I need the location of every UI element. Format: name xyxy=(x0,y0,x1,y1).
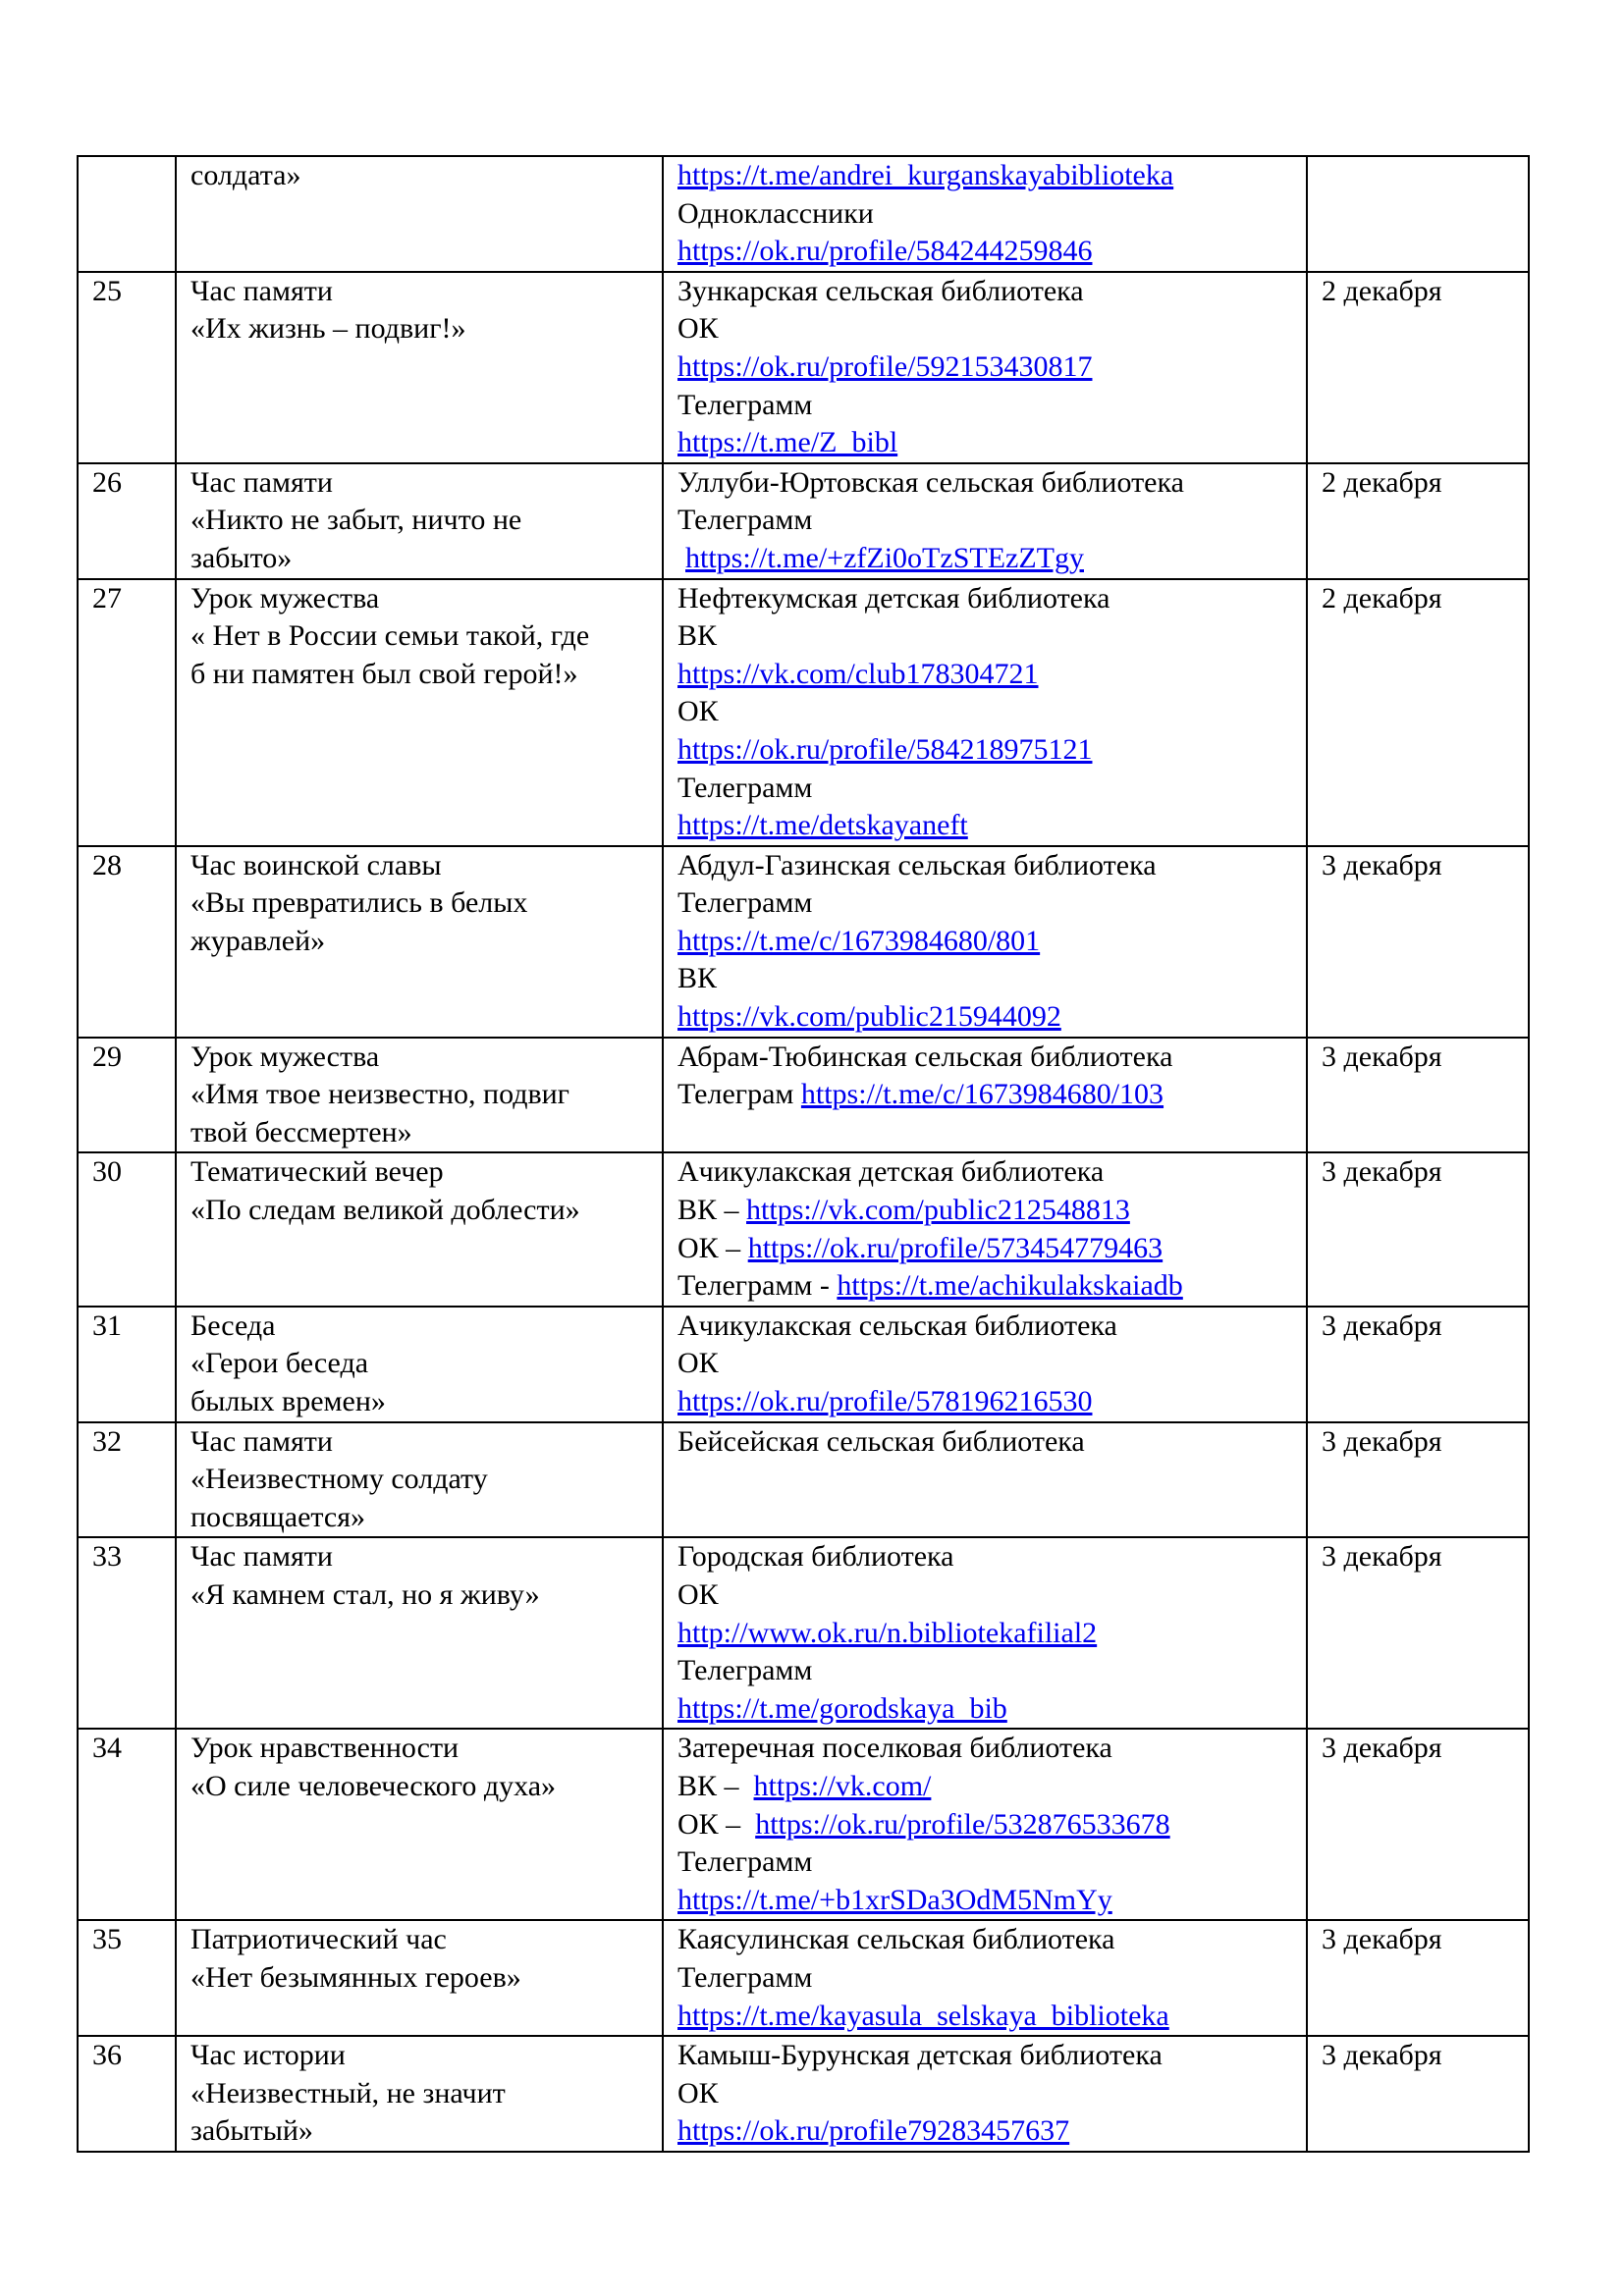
venue-text: Каясулинская сельская библиотека xyxy=(677,1923,1115,1956)
venue-cell xyxy=(663,1422,1307,1538)
table-row xyxy=(78,1422,1529,1538)
event-name-line: «Я камнем стал, но я живу» xyxy=(190,1577,540,1611)
row-number-cell: 27 xyxy=(78,579,176,846)
venue-link-line xyxy=(677,1690,1306,1729)
table-row xyxy=(78,272,1529,463)
table-row xyxy=(78,1920,1529,2036)
event-name-cell xyxy=(176,1422,663,1538)
event-date-cell: 3 декабря xyxy=(1307,1729,1529,1920)
row-number-cell: 34 xyxy=(78,1729,176,1920)
venue-link-prefix: ОК – xyxy=(677,1807,756,1841)
venue-text: Телеграмм xyxy=(677,886,813,920)
venue-link[interactable]: https://ok.ru/profile/532876533678 xyxy=(755,1807,1170,1841)
venue-link-prefix: ВК – xyxy=(677,1194,747,1227)
venue-link-line xyxy=(677,1383,1306,1421)
venue-cell xyxy=(663,1537,1307,1729)
venue-text: Ачикулакская сельская библиотека xyxy=(677,1308,1117,1342)
events-table-body xyxy=(78,156,1529,2152)
venue-link-line xyxy=(677,998,1306,1037)
event-name-cell xyxy=(176,463,663,579)
venue-link-line xyxy=(677,157,1306,195)
table-row xyxy=(78,463,1529,579)
event-date-cell: 3 декабря xyxy=(1307,2036,1529,2152)
event-date-cell: 2 декабря xyxy=(1307,463,1529,579)
venue-link-line xyxy=(677,1882,1306,1920)
row-number-cell: 25 xyxy=(78,272,176,463)
event-date-cell: 2 декабря xyxy=(1307,579,1529,846)
event-name-line: «Неизвестному солдату xyxy=(190,1463,488,1496)
event-name-cell xyxy=(176,1729,663,1920)
venue-text: ОК xyxy=(677,2076,719,2109)
venue-link-prefix: ВК – xyxy=(677,1769,754,1802)
table-row xyxy=(78,579,1529,846)
venue-text: Телеграмм xyxy=(677,1960,813,1994)
venue-text: ВК xyxy=(677,619,718,653)
venue-text: Городская библиотека xyxy=(677,1540,954,1574)
venue-link[interactable]: https://t.me/andrei_kurganskayabiblioteka xyxy=(677,159,1174,191)
venue-text: Зункарская сельская библиотека xyxy=(677,274,1084,307)
venue-link[interactable]: https://vk.com/public215944092 xyxy=(677,1000,1061,1034)
row-number-cell: 28 xyxy=(78,846,176,1038)
table-row xyxy=(78,156,1529,272)
event-name-cell xyxy=(176,1920,663,2036)
event-name-line: былых времен» xyxy=(190,1385,386,1417)
venue-link-line xyxy=(677,1806,1306,1844)
venue-link[interactable]: https://ok.ru/profile/578196216530 xyxy=(677,1385,1093,1417)
venue-cell xyxy=(663,846,1307,1038)
row-number-cell: 31 xyxy=(78,1307,176,1422)
venue-link[interactable]: https://vk.com/ xyxy=(753,1769,932,1802)
event-name-line: Час памяти xyxy=(190,1540,333,1574)
event-date-cell: 2 декабря xyxy=(1307,272,1529,463)
event-name-line: Урок нравственности xyxy=(190,1732,460,1765)
venue-text: Нефтекумская детская библиотека xyxy=(677,581,1110,614)
venue-link-line xyxy=(677,1615,1306,1653)
venue-text: ОК xyxy=(677,312,719,346)
venue-cell xyxy=(663,1038,1307,1153)
table-row xyxy=(78,1038,1529,1153)
venue-link[interactable]: https://t.me/c/1673984680/103 xyxy=(800,1078,1164,1111)
event-name-line: твой бессмертен» xyxy=(190,1115,412,1148)
venue-link[interactable]: https://vk.com/public212548813 xyxy=(746,1194,1130,1227)
venue-cell xyxy=(663,2036,1307,2152)
venue-cell xyxy=(663,272,1307,463)
venue-link-line xyxy=(677,540,1306,578)
event-name-cell xyxy=(176,272,663,463)
event-name-line: «Имя твое неизвестно, подвиг xyxy=(190,1078,569,1111)
event-name-line: б ни памятен был свой герой!» xyxy=(190,657,578,690)
venue-text: Телеграмм xyxy=(677,504,813,537)
table-row xyxy=(78,1537,1529,1729)
table-row xyxy=(78,1729,1529,1920)
row-number-cell: 32 xyxy=(78,1422,176,1538)
event-name-line: «По следам великой доблести» xyxy=(190,1194,580,1227)
venue-link-line xyxy=(677,424,1306,462)
event-date-cell: 3 декабря xyxy=(1307,1152,1529,1306)
event-name-cell xyxy=(176,846,663,1038)
event-name-cell xyxy=(176,156,663,272)
venue-link-prefix: Телеграмм - xyxy=(677,1269,838,1303)
row-number-cell: 35 xyxy=(78,1920,176,2036)
table-row xyxy=(78,1307,1529,1422)
event-name-cell xyxy=(176,1307,663,1422)
event-name-line: «О силе человеческого духа» xyxy=(190,1769,557,1802)
event-name-line: «Неизвестный, не значит xyxy=(190,2076,506,2109)
venue-link-line xyxy=(677,348,1306,387)
event-name-line: забыто» xyxy=(190,541,293,574)
venue-text: Ачикулакская детская библиотека xyxy=(677,1155,1105,1189)
event-name-line: «Герои беседа xyxy=(190,1347,369,1380)
event-name-cell xyxy=(176,1537,663,1729)
venue-link[interactable]: https://t.me/achikulakskaiadb xyxy=(837,1269,1183,1303)
venue-link[interactable]: https://ok.ru/profile/584218975121 xyxy=(677,732,1093,766)
venue-link[interactable]: https://t.me/detskayaneft xyxy=(677,809,968,842)
event-name-line: Час истории xyxy=(190,2039,346,2072)
event-date-cell: 3 декабря xyxy=(1307,1422,1529,1538)
event-name-line: забытый» xyxy=(190,2114,313,2148)
venue-link-line xyxy=(677,1768,1306,1806)
venue-text: ОК xyxy=(677,1347,719,1380)
row-number-cell: 30 xyxy=(78,1152,176,1306)
event-date-cell: 3 декабря xyxy=(1307,1920,1529,2036)
venue-cell xyxy=(663,1307,1307,1422)
venue-link-line xyxy=(677,731,1306,770)
venue-link-line xyxy=(677,1076,1306,1114)
event-name-cell xyxy=(176,1152,663,1306)
event-name-line: Час памяти xyxy=(190,274,333,307)
venue-cell xyxy=(663,579,1307,846)
event-name-line: посвящается» xyxy=(190,1500,366,1533)
venue-link[interactable]: https://vk.com/club178304721 xyxy=(677,657,1039,690)
venue-link-prefix: ОК – xyxy=(677,1231,748,1264)
venue-link-line xyxy=(677,807,1306,845)
event-name-cell xyxy=(176,579,663,846)
venue-link-line xyxy=(677,1230,1306,1268)
venue-text: ОК xyxy=(677,695,719,728)
venue-link-line xyxy=(677,1267,1306,1306)
venue-cell xyxy=(663,463,1307,579)
event-name-line: «Нет безымянных героев» xyxy=(190,1960,521,1994)
event-name-line: « Нет в России семьи такой, где xyxy=(190,619,590,653)
event-date-cell: 3 декабря xyxy=(1307,1038,1529,1153)
venue-link-line xyxy=(677,1192,1306,1230)
venue-link-line xyxy=(677,1998,1306,2036)
event-name-cell xyxy=(176,1038,663,1153)
venue-text: Абдул-Газинская сельская библиотека xyxy=(677,848,1157,881)
event-name-line: Беседа xyxy=(190,1308,276,1342)
venue-cell xyxy=(663,1729,1307,1920)
event-date-cell xyxy=(1307,156,1529,272)
event-name-line: Час памяти xyxy=(190,465,333,499)
row-number-cell: 29 xyxy=(78,1038,176,1153)
venue-cell xyxy=(663,1920,1307,2036)
venue-text: Телеграмм xyxy=(677,388,813,421)
venue-link[interactable]: https://ok.ru/profile/592153430817 xyxy=(677,349,1093,383)
event-name-cell xyxy=(176,2036,663,2152)
venue-text: Бейсейская сельская библиотека xyxy=(677,1424,1085,1458)
venue-text: Камыш-Бурунская детская библиотека xyxy=(677,2039,1163,2072)
venue-link[interactable]: https://t.me/Z_bibl xyxy=(677,426,898,459)
table-row xyxy=(78,2036,1529,2152)
venue-link[interactable]: http://www.ok.ru/n.bibliotekafilial2 xyxy=(677,1616,1098,1649)
venue-link[interactable]: https://t.me/kayasula_selskaya_biblioteka xyxy=(677,1999,1169,2032)
venue-text: Телеграмм xyxy=(677,1845,813,1879)
event-name-line: Урок мужества xyxy=(190,581,380,614)
event-name-line: «Их жизнь – подвиг!» xyxy=(190,312,466,346)
venue-text: Абрам-Тюбинская сельская библиотека xyxy=(677,1040,1173,1073)
event-name-line: солдата» xyxy=(190,159,301,191)
event-name-line: «Никто не забыт, ничто не xyxy=(190,504,522,537)
row-number-cell xyxy=(78,156,176,272)
venue-link-line xyxy=(677,923,1306,961)
venue-text: Телеграмм xyxy=(677,1654,813,1687)
venue-link[interactable]: https://ok.ru/profile79283457637 xyxy=(677,2114,1070,2148)
event-name-line: Урок мужества xyxy=(190,1040,380,1073)
venue-link[interactable]: https://t.me/gorodskaya_bib xyxy=(677,1691,1007,1725)
venue-link[interactable]: https://ok.ru/profile/573454779463 xyxy=(747,1231,1164,1264)
row-number-cell: 33 xyxy=(78,1537,176,1729)
row-number-cell: 36 xyxy=(78,2036,176,2152)
venue-link[interactable]: https://ok.ru/profile/584244259846 xyxy=(677,235,1093,268)
event-name-line: Патриотический час xyxy=(190,1923,447,1956)
venue-text: Одноклассники xyxy=(677,196,874,230)
venue-link-line xyxy=(677,656,1306,694)
venue-text: ВК xyxy=(677,962,718,995)
venue-cell xyxy=(663,1152,1307,1306)
row-number-cell: 26 xyxy=(78,463,176,579)
venue-link-prefix: Телеграм xyxy=(677,1078,801,1111)
venue-link[interactable]: https://t.me/+zfZi0oTzSTEzZTgy xyxy=(685,541,1084,574)
venue-text: Телеграмм xyxy=(677,771,813,804)
venue-link[interactable]: https://t.me/c/1673984680/801 xyxy=(677,924,1041,957)
venue-text: ОК xyxy=(677,1577,719,1611)
event-name-line: Час памяти xyxy=(190,1424,333,1458)
event-date-cell: 3 декабря xyxy=(1307,1307,1529,1422)
event-date-cell: 3 декабря xyxy=(1307,846,1529,1038)
venue-text: Уллуби-Юртовская сельская библиотека xyxy=(677,465,1184,499)
event-name-line: Час воинской славы xyxy=(190,848,442,881)
event-date-cell: 3 декабря xyxy=(1307,1537,1529,1729)
venue-link[interactable]: https://t.me/+b1xrSDa3OdM5NmYy xyxy=(677,1883,1112,1916)
table-row xyxy=(78,1152,1529,1306)
event-name-line: журавлей» xyxy=(190,924,326,957)
event-name-line: Тематический вечер xyxy=(190,1155,444,1189)
venue-cell xyxy=(663,156,1307,272)
venue-link-line xyxy=(677,2112,1306,2151)
events-table xyxy=(77,155,1530,2153)
venue-text: Затеречная поселковая библиотека xyxy=(677,1732,1112,1765)
event-name-line: «Вы превратились в белых xyxy=(190,886,528,920)
table-row xyxy=(78,846,1529,1038)
venue-link-line xyxy=(677,233,1306,271)
